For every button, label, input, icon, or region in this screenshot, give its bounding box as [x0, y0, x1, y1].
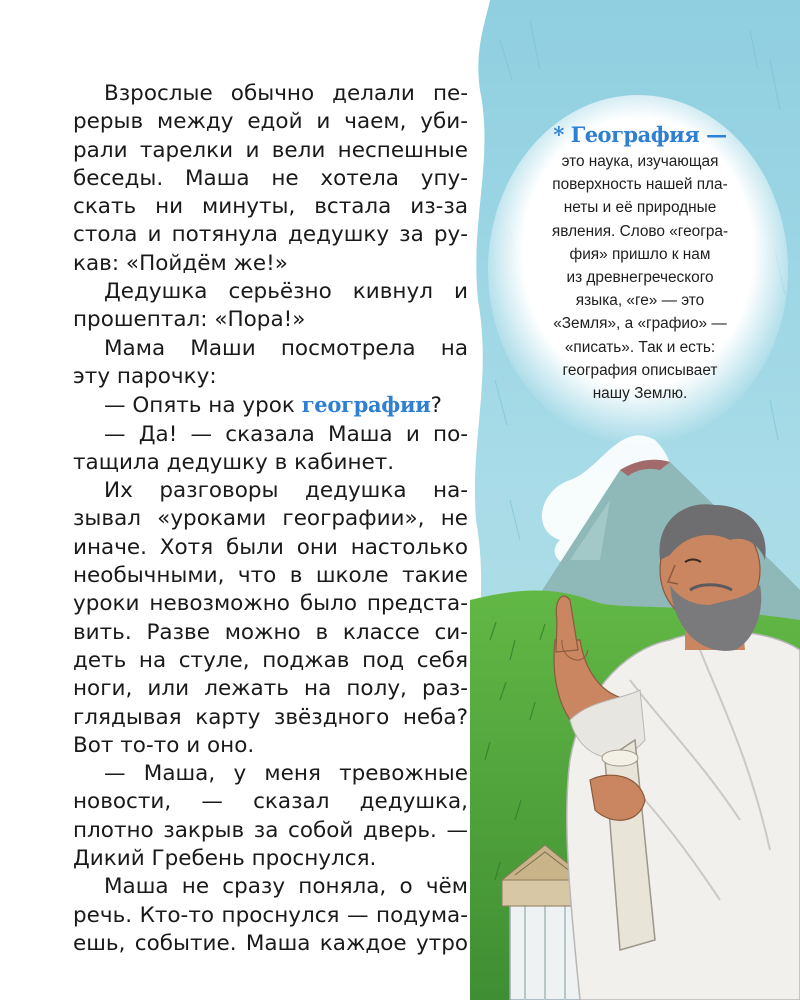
footnote-line: география описывает	[562, 361, 718, 379]
footnote-line: явления. Слово «геогра-	[551, 222, 729, 240]
story-line: прошептал: «Пора!»	[73, 307, 306, 333]
story-line: зывал «уроками географии», не	[73, 506, 468, 532]
story-line: плотно закрыв за собой дверь. —	[73, 817, 468, 843]
story-line: кав: «Пойдём же!»	[73, 250, 288, 276]
story-text	[73, 80, 468, 958]
footnote-line: нашу Землю.	[592, 385, 688, 403]
story-line: — Да! — сказала Маша и по-	[104, 421, 468, 447]
story-line: беседы. Маша не хотела упу-	[73, 165, 468, 191]
story-line: ноги, или лежать на полу, раз-	[73, 676, 468, 702]
footnote-heading: * География —	[553, 122, 727, 147]
story-line: Дикий Гребень проснулся.	[73, 846, 377, 872]
story-line: Дедушка серьёзно кивнул и	[104, 279, 468, 305]
story-line-text: — Опять на урок	[104, 393, 302, 419]
footnote-line: из древнегреческого	[566, 269, 714, 287]
story-line: эту парочку:	[73, 363, 217, 389]
story-line-punctuation: ?	[430, 393, 442, 419]
story-line: Мама Маши посмотрела на	[104, 335, 468, 361]
story-line: Их разговоры дедушка на-	[104, 478, 468, 504]
story-line: скать ни минуты, встала из-за	[73, 194, 468, 220]
story-line: стола и потянула дедушку за ру-	[73, 222, 468, 248]
story-line	[73, 391, 468, 420]
footnote-line: это наука, изучающая	[561, 153, 719, 170]
footnote-line: неты и её природные	[563, 199, 717, 217]
story-line: иначе. Хотя были они настолько	[73, 534, 468, 560]
story-line: деть на стуле, поджав под себя	[73, 647, 468, 673]
story-line: — Маша, у меня тревожные	[104, 761, 468, 787]
story-line: вить. Разве можно в классе си-	[73, 619, 468, 645]
story-line: речь. Кто-то проснулся — подума-	[73, 902, 468, 928]
footnote-line: «писать». Так и есть:	[564, 338, 716, 356]
footnote-line: фия» пришло к нам	[569, 245, 711, 263]
geography-term-link: географии	[301, 392, 431, 418]
story-line: Вот то-то и оно.	[73, 732, 255, 758]
story-line: новости, — сказал дедушка,	[73, 789, 468, 815]
story-line: глядывая карту звёздного неба?	[73, 704, 468, 730]
footnote-line: «Земля», а «графио» —	[553, 315, 727, 333]
footnote-line: языка, «ге» — это	[575, 292, 705, 310]
story-line: Взрослые обычно делали пе-	[104, 81, 468, 106]
story-line: рерыв между едой и чаем, уби-	[73, 109, 468, 135]
story-line: уроки невозможно было предста-	[73, 591, 468, 617]
footnote	[515, 122, 765, 405]
story-line: ешь, событие. Маша каждое утро	[73, 930, 468, 956]
story-line: Маша не сразу поняла, о чём	[104, 874, 468, 900]
footnote-line: поверхность нашей пла-	[552, 176, 728, 194]
story-line: необычными, что в школе такие	[73, 563, 468, 589]
story-line: рали тарелки и вели неспешные	[73, 137, 468, 163]
story-line: тащила дедушку в кабинет.	[73, 449, 395, 475]
